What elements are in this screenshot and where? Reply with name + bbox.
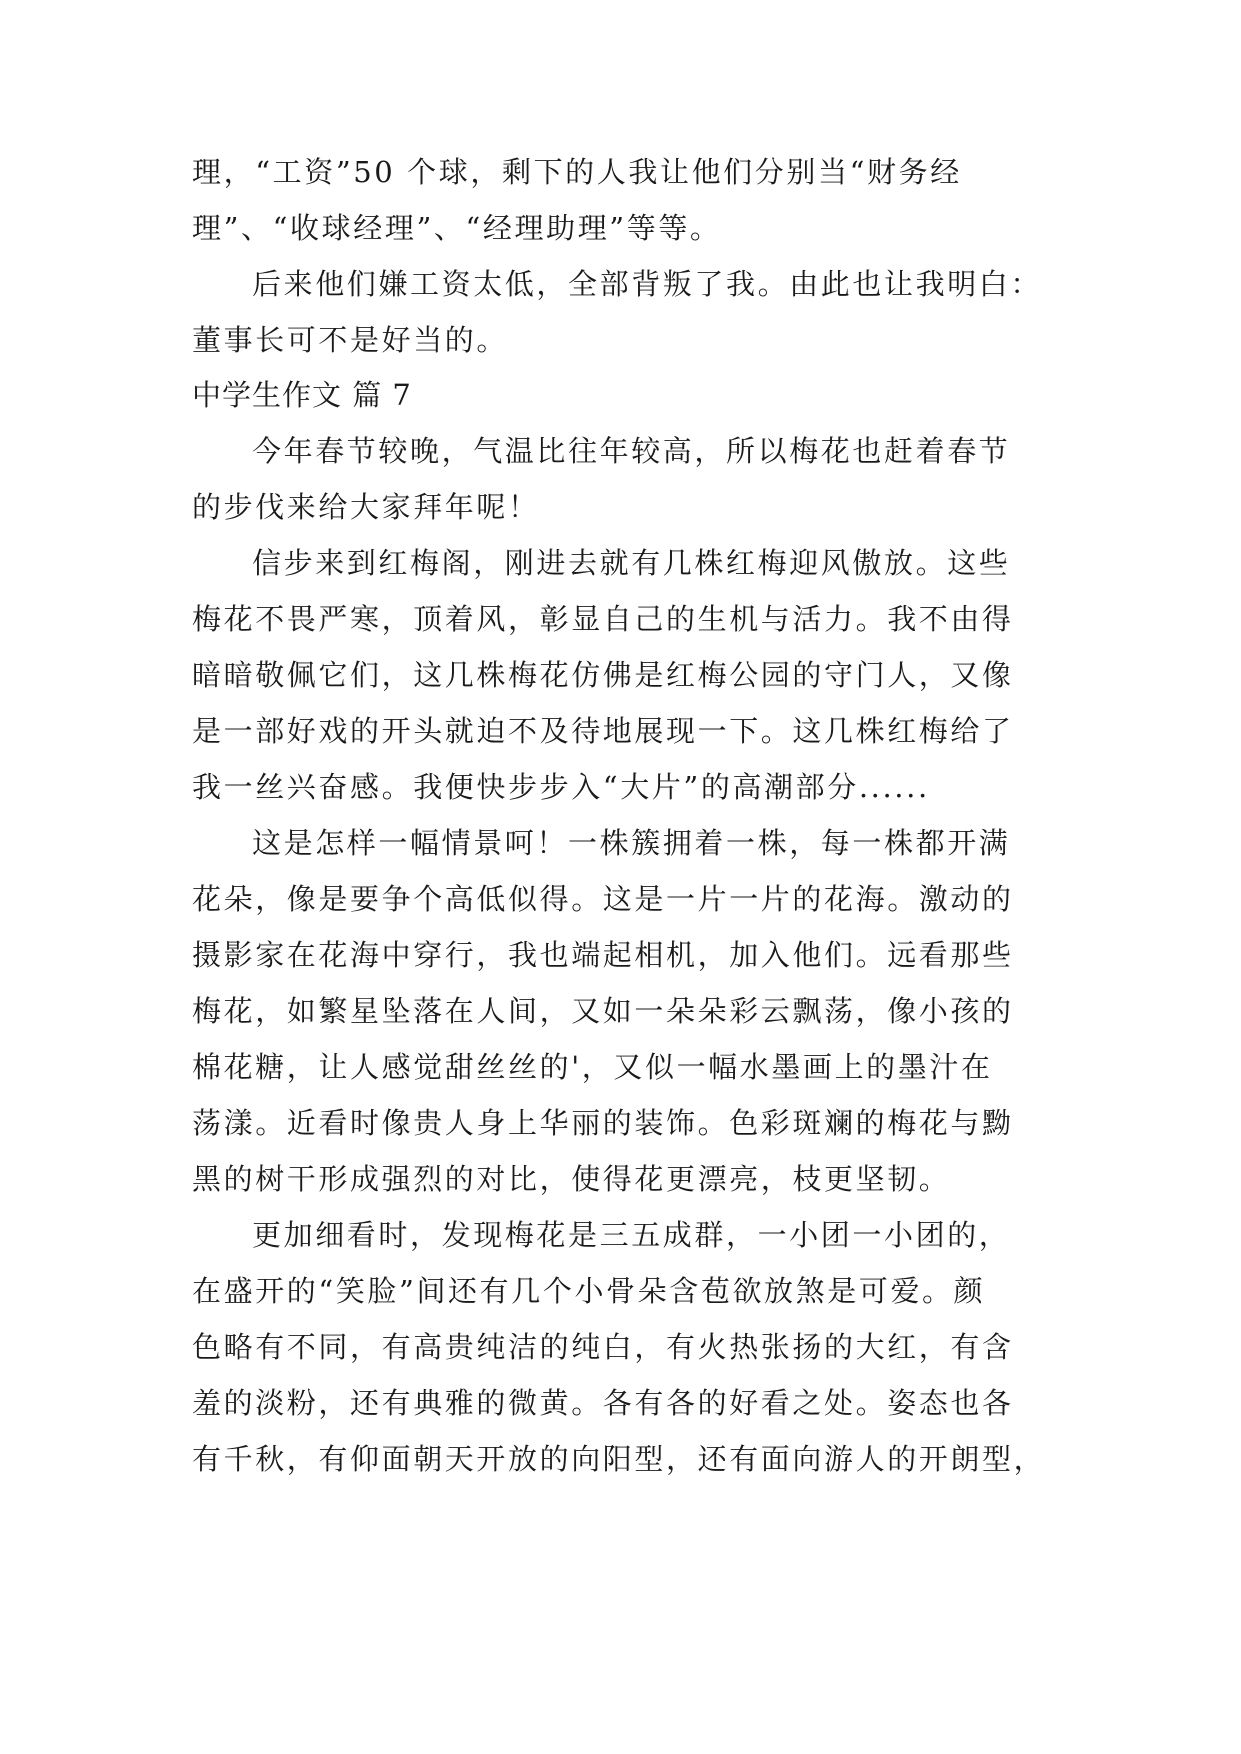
section-heading: 中学生作文 篇 7 — [192, 378, 412, 412]
text-line: 摄影家在花海中穿行，我也端起相机，加入他们。远看那些 — [192, 938, 1014, 972]
paragraph-start: 后来他们嫌工资太低，全部背叛了我。由此也让我明白： — [252, 267, 1043, 301]
text-line: 梅花不畏严寒，顶着风，彰显自己的生机与活力。我不由得 — [192, 602, 1014, 636]
text-line: 黑的树干形成强烈的对比，使得花更漂亮，枝更坚韧。 — [192, 1162, 951, 1196]
paragraph-start: 更加细看时，发现梅花是三五成群，一小团一小团的， — [252, 1218, 1011, 1252]
paragraph-start: 今年春节较晚，气温比往年较高，所以梅花也赶着春节 — [252, 434, 1011, 468]
text-line: 董事长可不是好当的。 — [192, 323, 509, 357]
text-line: 理，“工资”50 个球，剩下的人我让他们分别当“财务经 — [192, 155, 962, 189]
text-line: 色略有不同，有高贵纯洁的纯白，有火热张扬的大红，有含 — [192, 1330, 1014, 1364]
text-line: 的步伐来给大家拜年呢！ — [192, 490, 540, 524]
text-line: 花朵，像是要争个高低似得。这是一片一片的花海。激动的 — [192, 882, 1014, 916]
text-line: 在盛开的“笑脸”间还有几个小骨朵含苞欲放煞是可爱。颜 — [192, 1274, 986, 1308]
text-line: 荡漾。近看时像贵人身上华丽的装饰。色彩斑斓的梅花与黝 — [192, 1106, 1014, 1140]
text-line: 暗暗敬佩它们，这几株梅花仿佛是红梅公园的守门人，又像 — [192, 658, 1014, 692]
text-line: 梅花，如繁星坠落在人间，又如一朵朵彩云飘荡，像小孩的 — [192, 994, 1014, 1028]
text-line: 理”、“收球经理”、“经理助理”等等。 — [192, 211, 722, 245]
text-line: 我一丝兴奋感。我便快步步入“大片”的高潮部分...... — [192, 770, 930, 804]
text-line: 有千秋，有仰面朝天开放的向阳型，还有面向游人的开朗型， — [192, 1442, 1046, 1476]
text-line: 是一部好戏的开头就迫不及待地展现一下。这几株红梅给了 — [192, 714, 1014, 748]
text-line: 棉花糖，让人感觉甜丝丝的'，又似一幅水墨画上的墨汁在 — [192, 1050, 993, 1084]
paragraph-start: 信步来到红梅阁，刚进去就有几株红梅迎风傲放。这些 — [252, 546, 1011, 580]
paragraph-start: 这是怎样一幅情景呵！一株簇拥着一株，每一株都开满 — [252, 826, 1011, 860]
text-line: 羞的淡粉，还有典雅的微黄。各有各的好看之处。姿态也各 — [192, 1386, 1014, 1420]
